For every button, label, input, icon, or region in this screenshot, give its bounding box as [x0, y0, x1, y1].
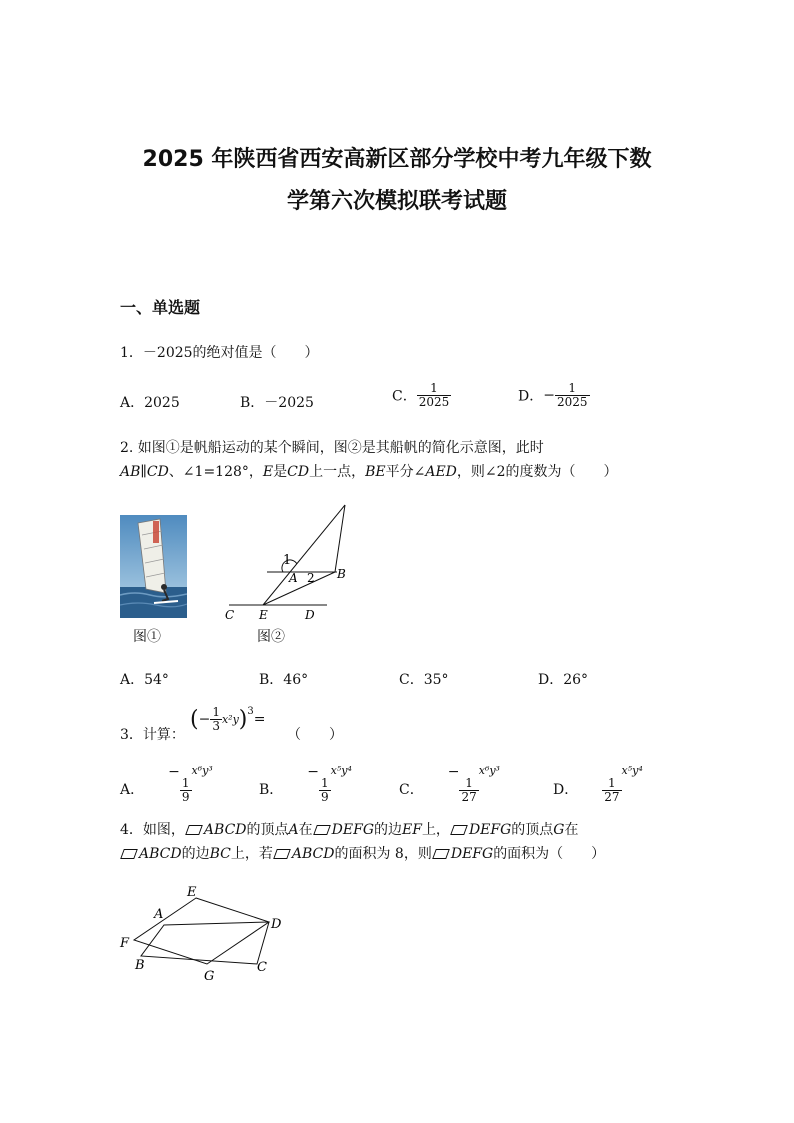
- parallelogram-diagram: [112, 880, 292, 985]
- q2-option-a: A．54°: [120, 672, 169, 688]
- parallelogram-icon: [120, 849, 138, 859]
- line-eb: [263, 572, 335, 605]
- page-title-line1: 2025 年陕西省西安高新区部分学校中考九年级下数: [142, 147, 652, 172]
- point-e-label: E: [259, 608, 268, 622]
- question-3-expression: (− $\frac{1}{3}$ x²y)$^3$=: [190, 705, 266, 733]
- q3-option-c: C．− $\frac{1}{27}$ $^{x^6y^3}$: [399, 764, 500, 804]
- q1-option-d: D．− $\frac{1}{2025}$: [518, 381, 588, 409]
- q2-option-d: D．26°: [538, 672, 589, 688]
- question-3-label: 3．计算：: [120, 727, 185, 743]
- q2-option-c: C．35°: [399, 672, 449, 688]
- q3-option-a: A．− $\frac{1}{9}$ $^{x^6y^3}$: [120, 764, 213, 804]
- angle-2-label: 2: [307, 571, 315, 585]
- parallelogram-icon: [432, 849, 450, 859]
- parallelogram-icon: [313, 825, 331, 835]
- parallelogram-icon: [273, 849, 291, 859]
- line-ea: [263, 505, 345, 605]
- question-4-line1: 4．如图， ABCD的顶点A在 DEFG的边EF上， DEFG的顶点G在: [120, 822, 579, 838]
- q3-option-d: D． $\frac{1}{27}$ $^{x^5y^4}$: [553, 764, 643, 804]
- label-g: G: [204, 969, 215, 984]
- point-d-label: D: [305, 608, 315, 622]
- label-d: D: [271, 917, 282, 932]
- label-e: E: [187, 885, 197, 900]
- parallelogram-icon: [185, 825, 203, 835]
- point-c-label: C: [225, 608, 235, 622]
- question-3-blank: （ ）: [287, 727, 343, 743]
- q2-option-b: B．46°: [259, 672, 309, 688]
- q1-option-c: C． $\frac{1}{2025}$: [392, 381, 450, 409]
- label-c: C: [257, 960, 267, 975]
- section-heading: 一、单选题: [120, 298, 201, 317]
- point-a-label: A: [289, 571, 298, 585]
- label-a: A: [154, 907, 164, 922]
- question-1-stem: 1．－2025的绝对值是（ ）: [120, 345, 319, 361]
- angle-1-label: 1: [283, 553, 292, 568]
- parallelogram-icon: [450, 825, 468, 835]
- q1-option-b: B．－2025: [240, 395, 314, 411]
- windsurf-photo: [120, 515, 187, 618]
- question-2-line2: AB∥CD、∠1=128°，E是CD上一点，BE平分∠AED，则∠2的度数为（ ）: [120, 464, 618, 480]
- question-2-line1: 2. 如图①是帆船运动的某个瞬间，图②是其船帆的简化示意图，此时: [120, 440, 544, 456]
- label-f: F: [120, 936, 130, 951]
- point-b-label: B: [337, 567, 346, 581]
- figure-1-caption: 图①: [133, 629, 161, 645]
- sail-diagram: [215, 500, 355, 625]
- parallelogram-abcd: [141, 922, 269, 964]
- page-title-line2: 学第六次模拟联考试题: [286, 189, 507, 214]
- label-b: B: [135, 958, 145, 973]
- question-4-line2: ABCD的边BC上，若 ABCD的面积为 8，则 DEFG的面积为（ ）: [120, 843, 605, 863]
- q1-option-a: A．2025: [120, 395, 180, 411]
- figure-2-caption: 图②: [257, 629, 285, 645]
- q3-option-b: B．− $\frac{1}{9}$ $^{x^5y^4}$: [259, 764, 352, 804]
